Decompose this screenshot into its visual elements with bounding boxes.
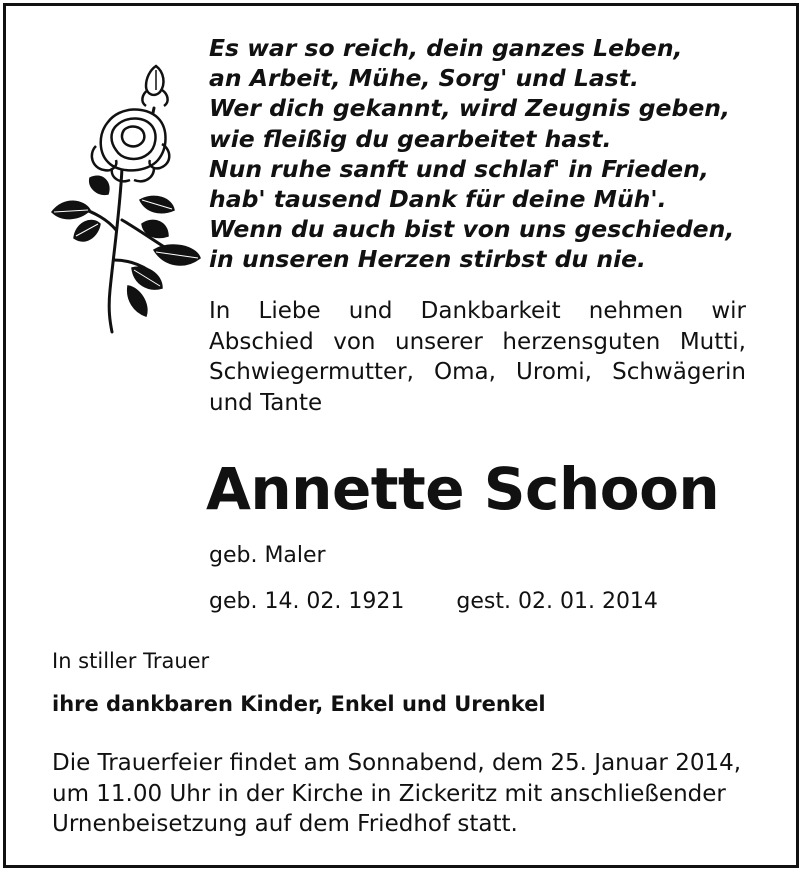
poem-line: Es war so reich, dein ganzes Leben, (209, 34, 683, 62)
funeral-info (52, 748, 752, 840)
poem (209, 33, 769, 275)
poem-line: Nun ruhe sanft und schlaf' in Frieden, (209, 154, 709, 183)
deceased-name: Annette Schoon (206, 455, 720, 523)
mourners-family: ihre dankbaren Kinder, Enkel und Urenkel (52, 692, 546, 716)
life-dates (209, 587, 658, 617)
funeral-line: um 11.00 Uhr in der Kirche in Zickeritz mit anschließender (52, 780, 726, 807)
farewell-text: In Liebe und Dankbarkeit nehmen wir Abschied von unserer herzensguten Mutti, Schwiegermutter, Oma, Uromi, Schwägerin und Tante (209, 298, 746, 416)
poem-line: wie fleißig du gearbeitet hast. (209, 124, 612, 153)
poem-line: in unseren Herzen stirbst du nie. (209, 245, 646, 274)
mourning-intro: In stiller Trauer (52, 649, 210, 673)
poem-line: an Arbeit, Mühe, Sorg' und Last. (209, 64, 639, 93)
poem-line: Wer dich gekannt, wird Zeugnis geben, (209, 94, 730, 123)
funeral-line: Die Trauerfeier findet am Sonnabend, dem 25. Januar 2014, (52, 750, 742, 776)
birth-date: geb. 14. 02. 1921 (209, 589, 405, 614)
death-date: gest. 02. 01. 2014 (456, 589, 658, 614)
rose-icon (50, 60, 202, 335)
birth-name: geb. Maler (209, 543, 326, 568)
poem-line: hab' tausend Dank für deine Müh'. (209, 185, 667, 214)
funeral-line: Urnenbeisetzung auf dem Friedhof statt. (52, 811, 518, 837)
poem-line: Wenn du auch bist von uns geschieden, (209, 215, 735, 244)
